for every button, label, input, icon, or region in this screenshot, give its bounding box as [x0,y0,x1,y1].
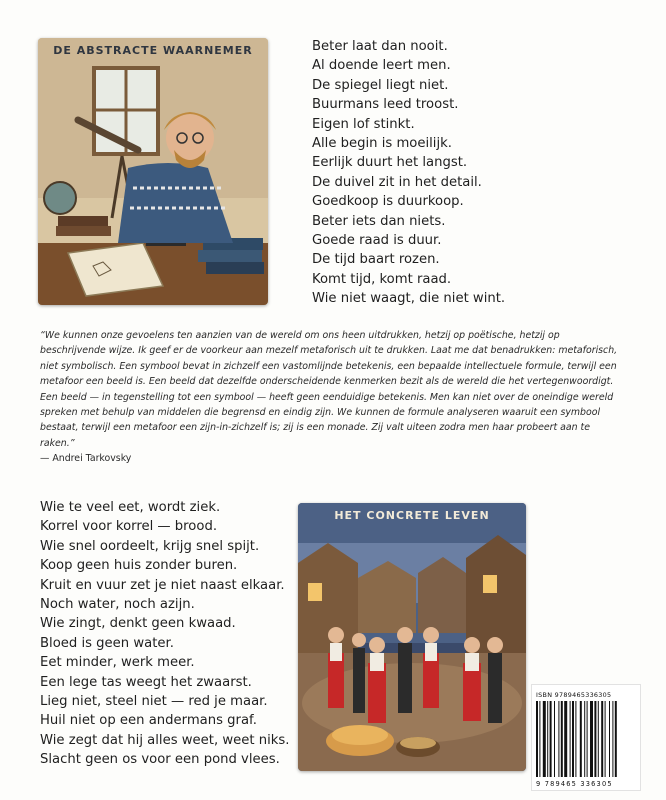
barcode-bar [572,701,574,777]
abstract-observer-illustration [38,38,268,305]
bottom-proverb-list [40,498,295,770]
proverb-item: Noch water, noch azijn. [40,597,195,613]
proverb-item: Een lege tas weegt het zwaarst. [40,674,252,690]
barcode-bar [575,701,576,777]
barcode-bar [615,701,617,777]
proverb-item: Kruit en vuur zet je niet naast elkaar. [40,577,285,593]
barcode-bar [547,701,548,777]
isbn-barcode [531,684,641,791]
proverb-item: Al doende leert men. [312,58,451,74]
barcode-bar [543,701,546,777]
proverb-item: Beter laat dan nooit. [312,39,448,54]
proverb-item: Eigen lof stinkt. [312,116,415,132]
proverb-item: De duivel zit in het detail. [312,174,482,190]
barcode-bar [539,701,540,777]
proverb-item: Slacht geen os voor een pond vlees. [40,752,280,768]
barcode-bar [554,701,555,777]
barcode-bar [609,701,610,777]
isbn-digits: 9 789465 336305 [536,780,613,788]
proverb-item: Wie snel oordeelt, krijg snel spijt. [40,538,260,554]
scientist-illustration-icon [38,38,268,305]
proverb-item: Goede raad is duur. [312,233,442,249]
top-image-title: DE ABSTRACTE WAARNEMER [53,44,253,57]
proverb-item: Alle begin is moeilijk. [312,136,452,152]
proverb-item: Eerlijk duurt het langst. [312,155,468,171]
barcode-bar [590,701,593,777]
proverb-item: Wie zingt, denkt geen kwaad. [40,616,236,632]
barcode-bar [587,701,588,777]
proverb-item: Lieg niet, steel niet — red je maar. [40,694,268,710]
barcode-bar [558,701,559,777]
barcode-bar [570,701,571,777]
barcode-bar [612,701,613,777]
barcode-bar [584,701,585,777]
concrete-life-illustration [298,503,526,771]
proverb-item: Komt tijd, komt raad. [312,271,452,287]
barcode-bar [601,701,603,777]
barcode-bar [594,701,596,777]
tarkovsky-quote [40,328,626,467]
quote-text: “We kunnen onze gevoelens ten aanzien van de wereld om ons heen uitdrukken, hetzij op poëtische, hetzij op beschrijvende wijze. Ik geef er de voorkeur aan mezelf metaforisch uit te drukken. Laat me dat benadrukken: metaforisch, niet symbolisch. Een symbool bevat in zichzelf een vastomlijnde betekenis, een bepaalde intellectuele formule, terwijl een metafoor een beeld is. Een beeld dat dezelfde onderscheidende kenmerken bezit als de wereld die het vertegenwoordigt. Een beeld — in tegenstelling tot een symbool — heeft geen eenduidige betekenis. Men kan niet over de oneindige wereld spreken met behulp van middelen die begrensd en eindig zijn. We kunnen de formule analyseren waaruit een symbool bestaat, terwijl een metafoor een zijn-in-zichzelf is; zij is een monade. Zij valt uiteen zodra men haar probeert aan te raken.” [40,330,618,449]
proverb-item: Beter iets dan niets. [312,213,446,229]
barcode-bar [580,701,582,777]
proverb-item: Wie zegt dat hij alles weet, weet niks. [40,732,290,748]
proverb-item: Eet minder, werk meer. [40,655,195,671]
proverb-item: Wie niet waagt, die niet wint. [312,291,506,307]
proverb-item: Wie te veel eet, wordt ziek. [40,500,221,515]
proverb-item: De spiegel liegt niet. [312,77,449,93]
barcode-bar [536,701,538,777]
proverb-item: Huil niet op een andermans graf. [40,713,257,729]
barcode-bar [598,701,599,777]
proverb-item: Goedkoop is duurkoop. [312,194,464,210]
quote-author: — Andrei Tarkovsky [40,453,132,465]
barcode-bar [550,701,552,777]
isbn-label: ISBN 9789465336305 [536,691,612,699]
bottom-image-title: HET CONCRETE LEVEN [334,509,490,522]
proverb-item: Koop geen huis zonder buren. [40,558,238,574]
proverb-item: Buurmans leed troost. [312,97,459,113]
barcode-bar [564,701,567,777]
proverb-item: Korrel voor korrel — brood. [40,519,218,535]
folk-dance-illustration-icon [298,503,526,771]
barcode-bars [536,701,636,777]
barcode-bar [561,701,563,777]
top-proverb-list [312,37,632,309]
proverb-item: De tijd baart rozen. [312,252,440,268]
proverb-item: Bloed is geen water. [40,635,174,651]
barcode-bar [605,701,606,777]
